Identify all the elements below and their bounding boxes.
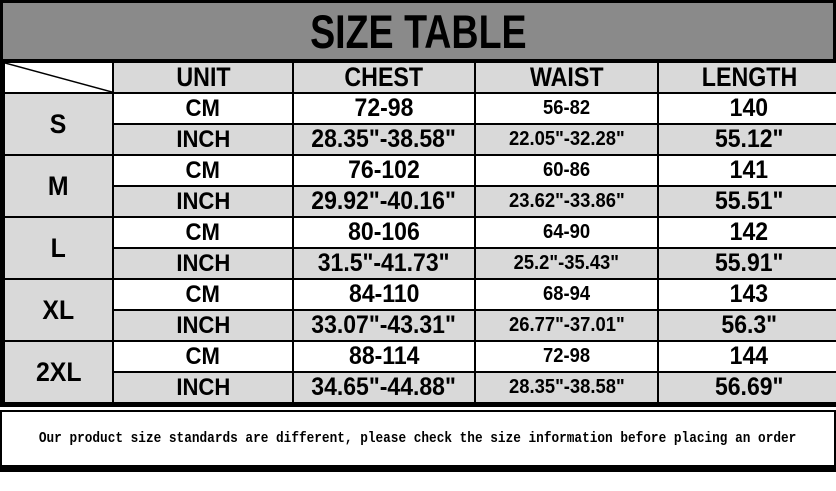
size-cell-2xl <box>4 341 113 403</box>
length-cm-value: 144 <box>729 342 769 370</box>
length-inch-value: 55.91" <box>714 249 784 277</box>
length-cm-cell <box>658 93 836 124</box>
length-inch-cell <box>658 124 836 155</box>
size-cell-m <box>4 155 113 217</box>
unit-cell <box>113 217 293 248</box>
header-row <box>4 62 836 93</box>
waist-inch-value: 22.05"-32.28" <box>508 128 625 150</box>
length-cm-value: 141 <box>729 156 769 184</box>
size-label: M <box>48 170 69 201</box>
size-label: S <box>50 108 67 139</box>
unit-cell <box>113 372 293 403</box>
length-inch-value: 56.69" <box>714 373 784 401</box>
waist-cm-cell <box>475 155 658 186</box>
unit-cell <box>113 341 293 372</box>
waist-cm-value: 68-94 <box>542 283 591 305</box>
footer-note-box <box>0 410 836 472</box>
column-header-length-label: LENGTH <box>701 62 797 92</box>
chest-inch-cell <box>293 248 475 279</box>
table-row <box>4 279 836 310</box>
unit-cm-label: CM <box>185 342 221 370</box>
waist-inch-value: 28.35"-38.58" <box>508 376 625 398</box>
size-label: L <box>50 232 67 263</box>
size-label: 2XL <box>35 356 82 387</box>
table-row <box>4 341 836 372</box>
size-cell-l <box>4 217 113 279</box>
waist-inch-cell <box>475 124 658 155</box>
unit-inch-label: INCH <box>176 373 230 401</box>
size-table <box>3 61 836 404</box>
chest-inch-value: 29.92"-40.16" <box>311 187 457 215</box>
length-inch-value: 55.51" <box>714 187 784 215</box>
waist-inch-cell <box>475 186 658 217</box>
chest-cm-cell <box>293 341 475 372</box>
unit-cell <box>113 310 293 341</box>
table-row <box>4 93 836 124</box>
waist-inch-value: 25.2"-35.43" <box>513 252 620 274</box>
size-label: XL <box>42 294 75 325</box>
column-header-unit-label: UNIT <box>175 62 231 92</box>
size-cell-s <box>4 93 113 155</box>
chest-cm-cell <box>293 93 475 124</box>
table-row <box>4 310 836 341</box>
waist-cm-cell <box>475 341 658 372</box>
waist-inch-value: 26.77"-37.01" <box>508 314 625 336</box>
chest-cm-value: 88-114 <box>348 342 420 370</box>
table-row <box>4 372 836 403</box>
waist-cm-value: 60-86 <box>542 159 591 181</box>
unit-cell <box>113 279 293 310</box>
footer-note-text: Our product size standards are different, please check the size information before placing an order <box>39 430 797 447</box>
chest-cm-value: 84-110 <box>348 280 420 308</box>
chest-cm-value: 76-102 <box>348 156 420 184</box>
waist-inch-cell <box>475 248 658 279</box>
waist-cm-value: 72-98 <box>542 345 591 367</box>
chest-cm-value: 72-98 <box>354 94 414 122</box>
length-inch-cell <box>658 310 836 341</box>
chest-inch-value: 33.07"-43.31" <box>311 311 457 339</box>
corner-cell <box>4 62 113 93</box>
length-inch-cell <box>658 372 836 403</box>
chest-inch-value: 28.35"-38.58" <box>311 125 457 153</box>
chest-cm-cell <box>293 279 475 310</box>
table-row <box>4 217 836 248</box>
column-header-chest <box>293 62 475 93</box>
chest-inch-value: 31.5"-41.73" <box>318 249 450 277</box>
length-cm-cell <box>658 217 836 248</box>
length-inch-cell <box>658 186 836 217</box>
unit-cm-label: CM <box>185 280 221 308</box>
chest-inch-value: 34.65"-44.88" <box>311 373 457 401</box>
column-header-chest-label: CHEST <box>344 62 424 92</box>
unit-inch-label: INCH <box>176 187 230 215</box>
unit-cell <box>113 93 293 124</box>
unit-cm-label: CM <box>185 156 221 184</box>
unit-inch-label: INCH <box>176 311 230 339</box>
table-row <box>4 155 836 186</box>
unit-cell <box>113 155 293 186</box>
chest-cm-cell <box>293 217 475 248</box>
table-row <box>4 186 836 217</box>
title-band <box>3 3 833 61</box>
unit-inch-label: INCH <box>176 249 230 277</box>
unit-cell <box>113 186 293 217</box>
table-row <box>4 124 836 155</box>
waist-inch-cell <box>475 372 658 403</box>
waist-cm-cell <box>475 217 658 248</box>
waist-cm-cell <box>475 93 658 124</box>
length-cm-value: 142 <box>729 218 769 246</box>
length-inch-value: 55.12" <box>714 125 784 153</box>
column-header-waist <box>475 62 658 93</box>
unit-cm-label: CM <box>185 218 221 246</box>
chest-inch-cell <box>293 124 475 155</box>
unit-inch-label: INCH <box>176 125 230 153</box>
length-inch-cell <box>658 248 836 279</box>
unit-cm-label: CM <box>185 94 221 122</box>
page-title: SIZE TABLE <box>309 4 527 58</box>
length-cm-cell <box>658 341 836 372</box>
waist-cm-value: 56-82 <box>542 97 591 119</box>
waist-cm-cell <box>475 279 658 310</box>
waist-inch-cell <box>475 310 658 341</box>
waist-cm-value: 64-90 <box>542 221 591 243</box>
length-inch-value: 56.3" <box>721 311 777 339</box>
length-cm-cell <box>658 155 836 186</box>
chest-cm-value: 80-106 <box>348 218 420 246</box>
column-header-waist-label: WAIST <box>529 62 604 92</box>
length-cm-value: 143 <box>729 280 769 308</box>
column-header-length <box>658 62 836 93</box>
chest-inch-cell <box>293 372 475 403</box>
diagonal-line-icon <box>5 63 112 92</box>
length-cm-value: 140 <box>729 94 769 122</box>
column-header-unit <box>113 62 293 93</box>
chest-inch-cell <box>293 310 475 341</box>
unit-cell <box>113 124 293 155</box>
chest-inch-cell <box>293 186 475 217</box>
length-cm-cell <box>658 279 836 310</box>
table-row <box>4 248 836 279</box>
unit-cell <box>113 248 293 279</box>
size-cell-xl <box>4 279 113 341</box>
chest-cm-cell <box>293 155 475 186</box>
waist-inch-value: 23.62"-33.86" <box>508 190 625 212</box>
